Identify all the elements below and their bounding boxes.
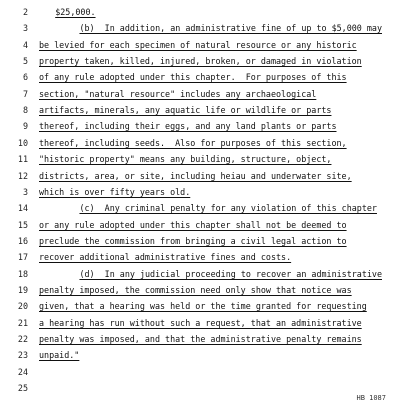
- line-number: 10: [17, 137, 28, 148]
- line-text: thereof, including seeds. Also for purposes of this section,: [39, 137, 347, 148]
- line-number: 19: [17, 284, 28, 295]
- document-line: [0, 379, 400, 397]
- document-line: [0, 363, 400, 381]
- document-line: [0, 297, 400, 315]
- line-number: 2: [22, 7, 28, 17]
- line-number: 3: [22, 186, 28, 197]
- line-text: be levied for each specimen of natural resource or any historic: [39, 39, 357, 50]
- line-number: 6: [22, 72, 28, 83]
- document-line: [0, 167, 400, 185]
- document-line: [0, 281, 400, 299]
- line-number: 17: [17, 252, 28, 263]
- line-text: penalty imposed, the commission need only show that notice was: [39, 284, 352, 295]
- document-footer: HB 1087: [356, 394, 386, 402]
- line-text: (c) Any criminal penalty for any violation of this chapter: [79, 203, 377, 214]
- document-line: [0, 232, 400, 250]
- line-number: 9: [22, 121, 28, 132]
- line-text: given, that a hearing was held or the time granted for requesting: [39, 301, 367, 312]
- document-line: [0, 85, 400, 103]
- document-line: [0, 117, 400, 135]
- line-number: 22: [17, 334, 28, 344]
- document-line: [0, 346, 400, 364]
- line-text: or any rule adopted under this chapter shall not be deemed to: [39, 219, 347, 230]
- line-text: of any rule adopted under this chapter. For purposes of this: [39, 72, 347, 83]
- document-line: [0, 52, 400, 70]
- document-line: [0, 150, 400, 168]
- line-text: $25,000.: [55, 7, 96, 17]
- document-line: [0, 216, 400, 234]
- line-text: (d) In any judicial proceeding to recover an administrative: [79, 268, 382, 279]
- line-number: 23: [17, 350, 28, 361]
- document-line: [0, 183, 400, 201]
- line-number: 25: [17, 383, 28, 394]
- line-text: section, "natural resource" includes any archaeological: [39, 88, 317, 99]
- line-text: property taken, killed, injured, broken, or damaged in violation: [39, 56, 362, 67]
- document-line: [0, 68, 400, 86]
- document-line: [0, 314, 400, 332]
- line-text: preclude the commission from bringing a civil legal action to: [39, 235, 347, 246]
- line-number: 12: [17, 170, 28, 181]
- line-text: unpaid.": [39, 350, 80, 361]
- line-text: "historic property" means any building, structure, object,: [39, 154, 332, 165]
- line-number: 16: [17, 235, 28, 246]
- line-number: 4: [22, 39, 28, 50]
- document-line: [0, 101, 400, 119]
- line-text: penalty was imposed, and that the administrative penalty remains: [39, 334, 362, 344]
- line-text: (b) In addition, an administrative fine of up to $5,000 may: [79, 23, 382, 34]
- line-text: artifacts, minerals, any aquatic life or wildlife or parts: [39, 105, 332, 116]
- line-number: 3: [22, 23, 28, 34]
- document-line: [0, 330, 400, 348]
- line-number: 5: [22, 56, 28, 67]
- line-text: a hearing has run without such a request, that an administrative: [39, 317, 362, 328]
- line-text: recover additional administrative fines and costs.: [39, 252, 292, 263]
- line-number: 20: [17, 301, 28, 312]
- line-number: 21: [17, 317, 28, 328]
- document-line: [0, 248, 400, 266]
- document-line: [0, 199, 400, 217]
- document-line: [0, 36, 400, 54]
- line-number: 14: [17, 203, 28, 214]
- document-line: [0, 265, 400, 283]
- document-line: [0, 134, 400, 152]
- line-text: thereof, including their eggs, and any land plants or parts: [39, 121, 337, 132]
- line-number: 24: [17, 366, 28, 377]
- line-number: 11: [17, 154, 28, 165]
- line-number: 18: [17, 268, 28, 279]
- line-number: 15: [17, 219, 28, 230]
- line-text: which is over fifty years old.: [39, 186, 191, 197]
- line-number: 8: [22, 105, 28, 116]
- line-text: districts, area, or site, including heiau and underwater site,: [39, 170, 352, 181]
- document-line: [0, 19, 400, 37]
- document-line: [0, 3, 400, 21]
- line-number: 7: [22, 88, 28, 99]
